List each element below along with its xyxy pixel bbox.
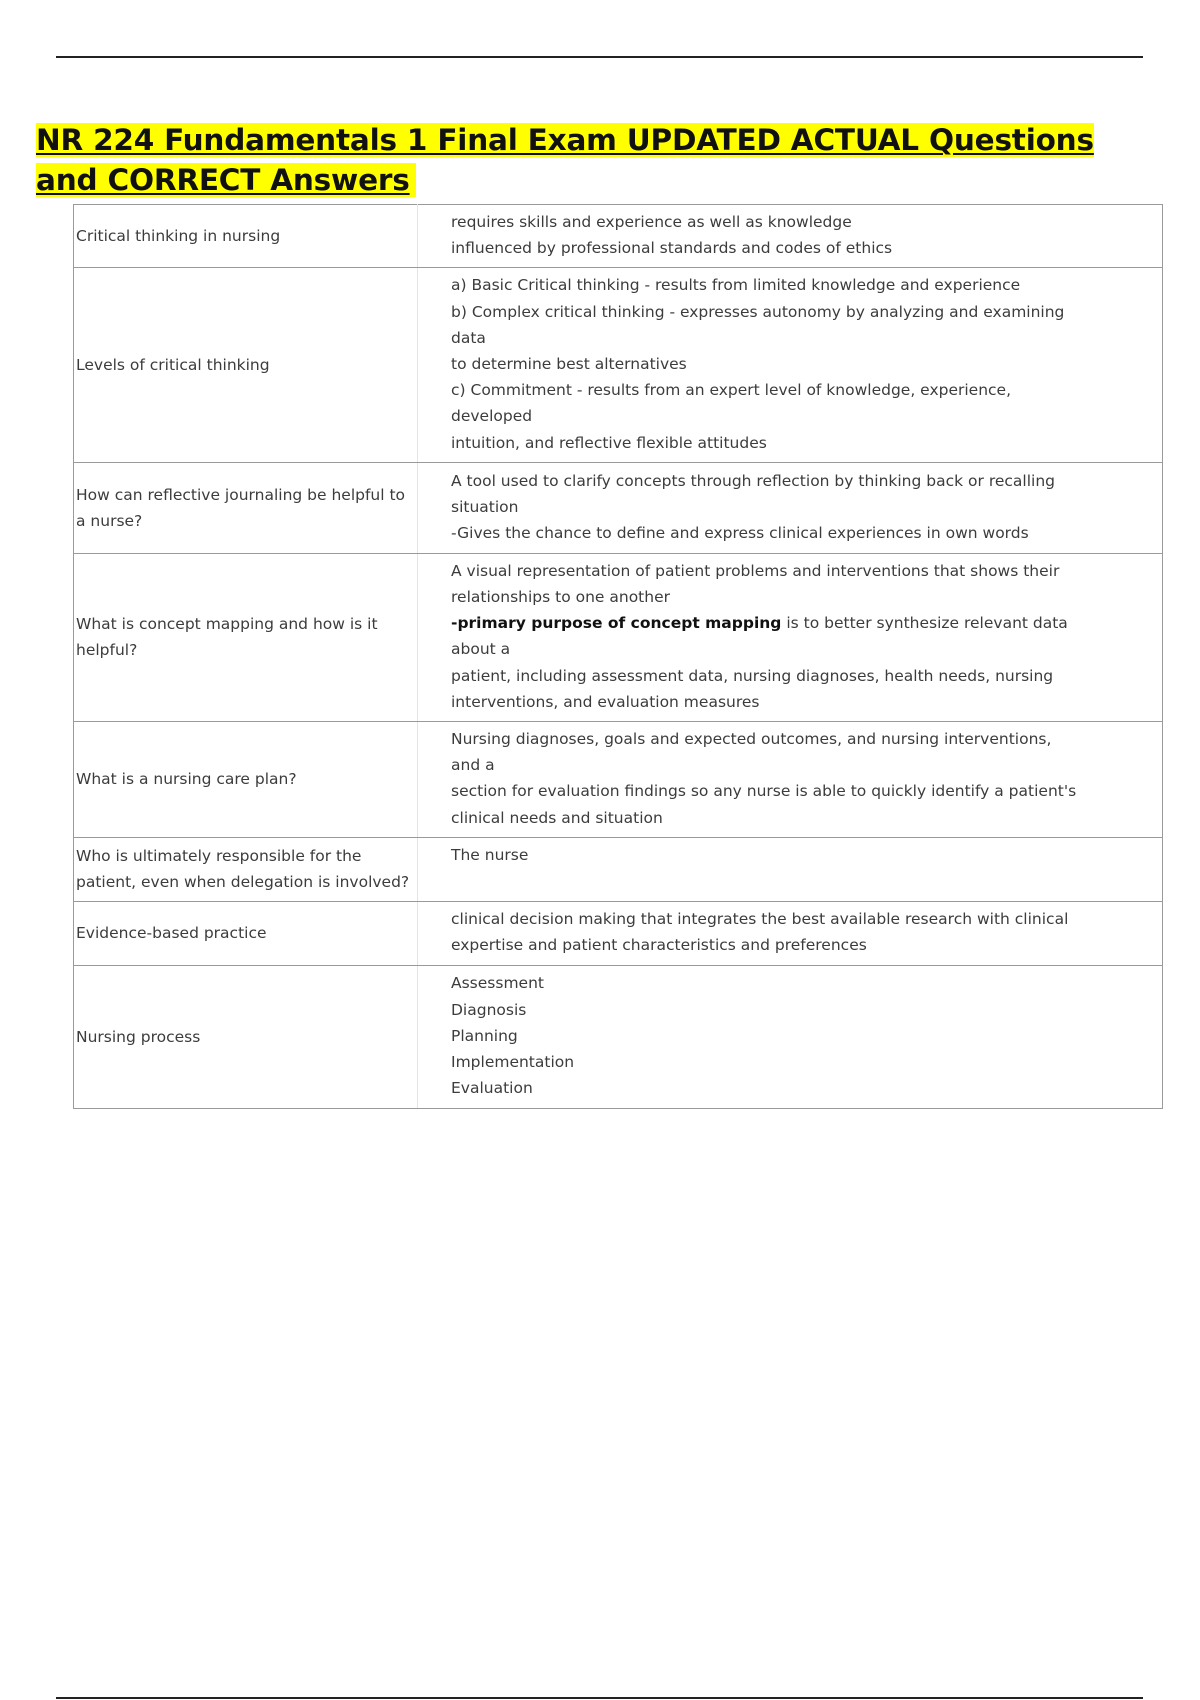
question-cell: Levels of critical thinking	[74, 268, 418, 462]
answer-line: intuition, and reflective flexible attitudes	[451, 433, 767, 452]
table-row	[74, 462, 1163, 553]
answer-line: Evaluation	[451, 1079, 533, 1098]
answer-line: influenced by professional standards and codes of ethics	[451, 239, 893, 258]
document-title	[36, 120, 1146, 200]
answer-cell	[418, 553, 1163, 721]
answer-line: section for evaluation findings so any nurse is able to quickly identify a patient's	[451, 782, 1077, 801]
footer-rule	[56, 1697, 1143, 1699]
table-row	[74, 837, 1163, 901]
answer-cell	[418, 837, 1163, 901]
answer-line: situation	[451, 497, 519, 516]
question-cell: Evidence-based practice	[74, 901, 418, 965]
answer-cell	[418, 462, 1163, 553]
answer-line: A visual representation of patient problems and interventions that shows their	[451, 561, 1060, 580]
answer-line: expertise and patient characteristics and preferences	[451, 936, 867, 955]
answer-line: relationships to one another	[451, 588, 670, 607]
answer-line: to determine best alternatives	[451, 355, 687, 374]
question-cell: How can reflective journaling be helpful to a nurse?	[74, 462, 418, 553]
answer-line: c) Commitment - results from an expert level of knowledge, experience, developed	[451, 381, 1012, 426]
answer-line-bold	[451, 610, 1082, 662]
answer-line: interventions, and evaluation measures	[451, 692, 760, 711]
answer-line: Assessment	[451, 974, 544, 993]
bold-suffix: is to better synthesize relevant data about a	[451, 614, 1068, 659]
answer-line: Implementation	[451, 1052, 575, 1071]
answer-line: Planning	[451, 1026, 518, 1045]
answer-line: Diagnosis	[451, 1000, 527, 1019]
answer-line: requires skills and experience as well as knowledge	[451, 213, 852, 231]
answer-cell	[418, 722, 1163, 838]
header-rule	[56, 56, 1143, 58]
answer-line: -Gives the chance to define and express clinical experiences in own words	[451, 523, 1029, 542]
answer-line: Nursing diagnoses, goals and expected outcomes, and nursing interventions, and a	[451, 730, 1052, 775]
answer-cell	[418, 205, 1163, 268]
answer-line: a) Basic Critical thinking - results from limited knowledge and experience	[451, 276, 1021, 295]
table-row	[74, 965, 1163, 1108]
bold-prefix: -	[451, 614, 458, 633]
question-cell: What is concept mapping and how is it helpful?	[74, 553, 418, 721]
answer-line: A tool used to clarify concepts through reflection by thinking back or recalling	[451, 471, 1055, 490]
answer-line: b) Complex critical thinking - expresses autonomy by analyzing and examining data	[451, 302, 1065, 347]
table-row	[74, 268, 1163, 462]
answer-line: patient, including assessment data, nursing diagnoses, health needs, nursing	[451, 666, 1054, 685]
answer-line: clinical decision making that integrates the best available research with clinical	[451, 910, 1069, 929]
answer-line: clinical needs and situation	[451, 808, 663, 827]
table-row	[74, 722, 1163, 838]
answer-line: The nurse	[451, 845, 529, 864]
answer-cell	[418, 901, 1163, 965]
table-row	[74, 553, 1163, 721]
question-cell: Critical thinking in nursing	[74, 205, 418, 268]
question-cell: What is a nursing care plan?	[74, 722, 418, 838]
answer-cell	[418, 965, 1163, 1108]
table-row	[74, 205, 1163, 268]
bold-term: primary purpose of concept mapping	[457, 614, 782, 633]
table-row	[74, 901, 1163, 965]
document-title-text: NR 224 Fundamentals 1 Final Exam UPDATED ACTUAL Questions and CORRECT Answers	[36, 123, 1094, 197]
question-cell: Who is ultimately responsible for the patient, even when delegation is involved?	[74, 837, 418, 901]
question-cell: Nursing process	[74, 965, 418, 1108]
answer-cell	[418, 268, 1163, 462]
qa-table	[73, 204, 1163, 1109]
